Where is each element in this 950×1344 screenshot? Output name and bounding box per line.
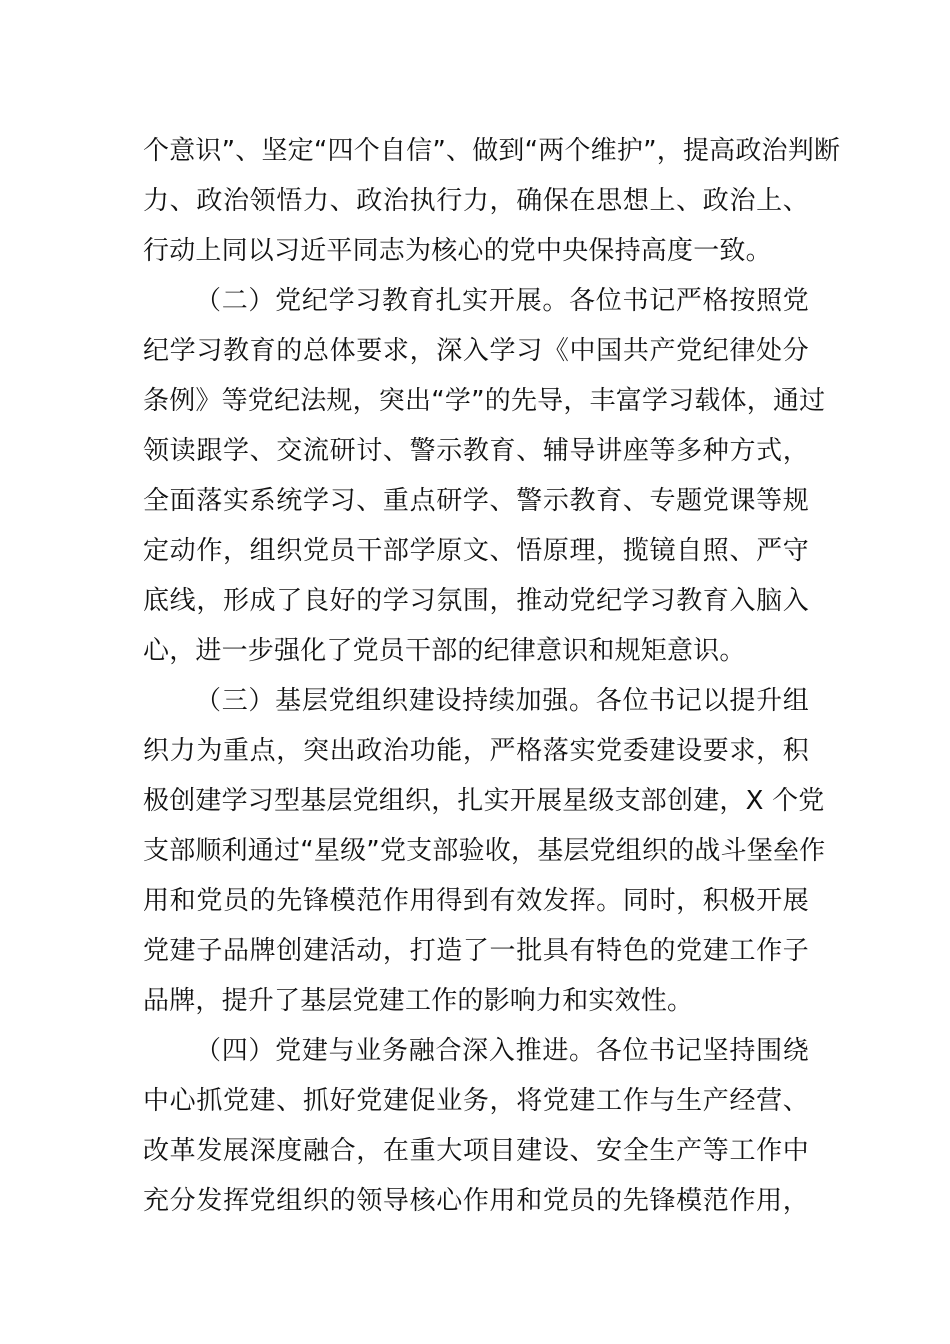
text-line: 心，进一步强化了党员干部的纪律意识和规矩意识。 [143,636,746,666]
text-line: 支部顺利通过“星级”党支部验收，基层党组织的战斗堡垒作 [143,836,826,866]
document-body [143,126,841,1226]
text-line: 纪学习教育的总体要求，深入学习《中国共产党纪律处分 [143,336,809,366]
text-line: 用和党员的先锋模范作用得到有效发挥。同时，积极开展 [143,886,809,916]
text-line: 全面落实系统学习、重点研学、警示教育、专题党课等规 [143,486,809,516]
text-line: 充分发挥党组织的领导核心作用和党员的先锋模范作用， [143,1186,809,1216]
text-line: 极创建学习型基层党组织，扎实开展星级支部创建，X 个党 [143,786,825,816]
text-line: 领读跟学、交流研讨、警示教育、辅导讲座等多种方式， [143,436,809,466]
text-line: 党建子品牌创建活动，打造了一批具有特色的党建工作子 [143,936,809,966]
text-line: 力、政治领悟力、政治执行力，确保在思想上、政治上、 [143,186,809,216]
section-heading-line: （四）党建与业务融合深入推进。各位书记坚持围绕 [195,1036,809,1066]
text-line: 定动作，组织党员干部学原文、悟原理，揽镜自照、严守 [143,536,809,566]
text-line: 改革发展深度融合，在重大项目建设、安全生产等工作中 [143,1136,809,1166]
text-line: 底线，形成了良好的学习氛围，推动党纪学习教育入脑入 [143,586,809,616]
text-line: 行动上同以习近平同志为核心的党中央保持高度一致。 [143,236,772,266]
section-heading-line: （二）党纪学习教育扎实开展。各位书记严格按照党 [195,286,809,316]
text-line: 织力为重点，突出政治功能，严格落实党委建设要求，积 [143,736,809,766]
text-line: 个意识”、坚定“四个自信”、做到“两个维护”，提高政治判断 [143,136,841,166]
section-heading-line: （三）基层党组织建设持续加强。各位书记以提升组 [195,686,809,716]
text-line: 品牌，提升了基层党建工作的影响力和实效性。 [143,986,694,1016]
text-line: 中心抓党建、抓好党建促业务，将党建工作与生产经营、 [143,1086,809,1116]
text-line: 条例》等党纪法规，突出“学”的先导，丰富学习载体，通过 [143,386,826,416]
